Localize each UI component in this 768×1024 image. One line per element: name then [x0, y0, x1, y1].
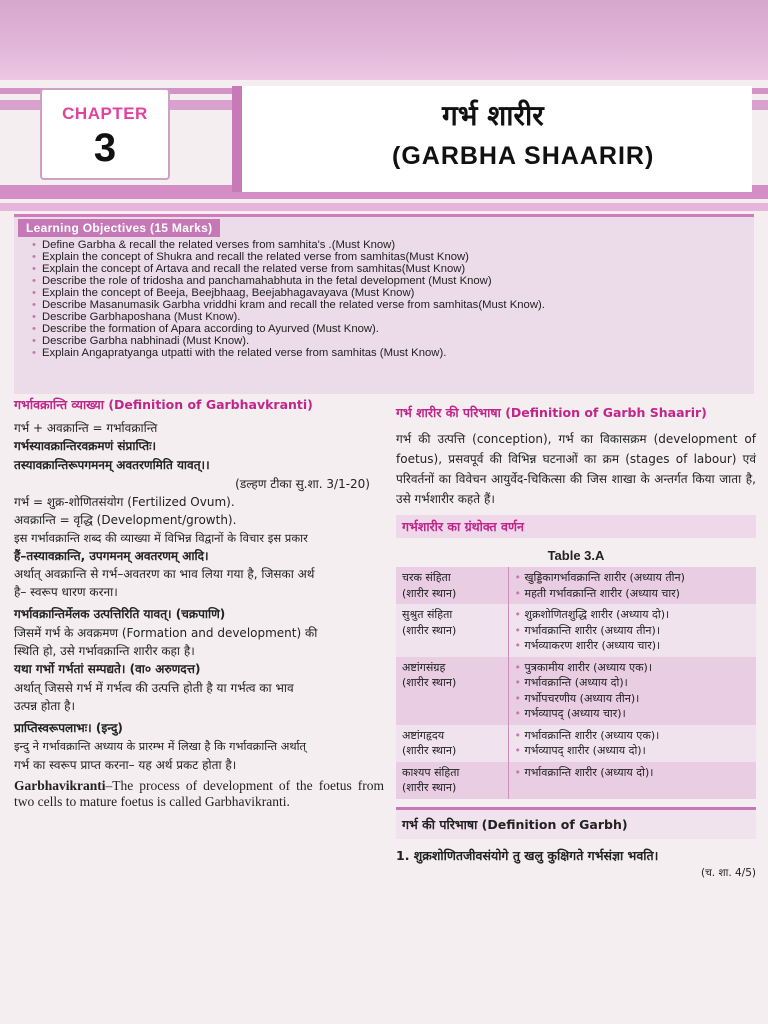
learning-objectives-box: [14, 214, 754, 394]
objective-item: • Describe the formation of Apara according to Ayurved (Must Know).: [32, 323, 545, 335]
section-heading-garbh-shaarir: गर्भ शारीर की परिभाषा (Definition of Garbh Shaarir): [396, 405, 707, 420]
book-name: चरक संहिता: [402, 571, 451, 584]
objective-item: • Explain the concept of Artava and recall the related verse from samhitas(Must Know): [32, 263, 545, 275]
sanskrit-verse: गर्भावक्रान्तिर्मेलक उत्पत्तिरिति यावत्। (चक्रपाणि): [14, 607, 226, 621]
table-title: Table 3.A: [547, 548, 605, 563]
english-paragraph: [14, 778, 384, 810]
term-garbhavikranti: Garbhavikranti: [14, 778, 106, 793]
book-name: काश्यप संहिता: [402, 765, 460, 779]
chapter-item: • गर्भावक्रान्ति (अध्याय दो)।: [515, 675, 751, 691]
table-row: [396, 567, 756, 604]
text-line: इस गर्भावक्रान्ति शब्द की व्याख्या में विभिन्न विद्वानों के विचार इस प्रकार: [14, 531, 308, 545]
text-line: अर्थात् जिससे गर्भ में गर्भत्व की उत्पत्ति होती है या गर्भत्व का भाव: [14, 681, 294, 695]
objective-item: • Describe Garbhaposhana (Must Know).: [32, 311, 545, 323]
sthana: (शारीर स्थान): [402, 623, 457, 637]
text-line: गर्भ = शुक्र-शोणितसंयोग (Fertilized Ovum).: [14, 495, 235, 509]
top-decor-band: [0, 0, 768, 80]
book-name: अष्टांगहृदय: [402, 728, 445, 742]
right-column: [396, 404, 756, 880]
text-line: अवक्रान्ति = वृद्धि (Development/growth).: [14, 513, 237, 527]
chapter-item: • शुक्रशोणितशुद्धि शारीर (अध्याय दो)।: [515, 607, 751, 623]
chapter-item: • गर्भावक्रान्ति शारीर (अध्याय तीन)।: [515, 623, 751, 639]
chapter-item: • गर्भावक्रान्ति शारीर (अध्याय दो)।: [515, 765, 751, 781]
chapters-cell: [508, 657, 756, 725]
text-line: उत्पन्न होता है।: [14, 699, 76, 713]
text-line: हैं–तस्यावक्रान्ति, उपगमनम् अवतरणम् आदि।: [14, 549, 209, 563]
chapter-label: CHAPTER: [62, 104, 148, 123]
verse-reference: (डल्हण टीका सु.शा. 3/1-20): [235, 477, 370, 491]
definition-text: –The process of development of the foetus from two cells to mature foetus is called Garbhavikranti.: [14, 778, 384, 809]
chapter-item: • गर्भावक्रान्ति शारीर (अध्याय एक)।: [515, 728, 751, 744]
sanskrit-verse: तस्यावक्रान्तिरूपगमनम् अवतरणमिति यावत्।।: [14, 458, 210, 472]
book-cell: [396, 725, 508, 762]
objective-item: • Explain Angapratyanga utpatti with the related verse from samhitas (Must Know).: [32, 347, 545, 359]
text-line: अर्थात् अवक्रान्ति से गर्भ–अवतरण का भाव लिया गया है, जिसका अर्थ: [14, 567, 315, 581]
definition-verse: 1. शुक्रशोणितजीवसंयोगे तु खलु कुक्षिगते गर्भसंज्ञा भवति।: [396, 847, 659, 863]
chapter-title-english: (GARBHA SHAARIR): [392, 142, 655, 170]
table-row: [396, 762, 756, 799]
chapter-item: • पुत्रकामीय शारीर (अध्याय एक)।: [515, 660, 751, 676]
text-line: गर्भ + अवक्रान्ति = गर्भावक्रान्ति: [14, 421, 158, 435]
section-heading-garbh-definition: गर्भ की परिभाषा (Definition of Garbh): [396, 807, 756, 839]
objective-item: • Explain the concept of Beeja, Beejbhaag, Beejabhagavayava (Must Know): [32, 287, 545, 299]
decor-stripe: [0, 203, 768, 211]
sanskrit-verse: गर्भस्यावक्रान्तिरवक्रमणं संप्राप्तिः।: [14, 439, 157, 453]
chapter-title-hindi: गर्भ शारीर: [442, 99, 544, 132]
objective-item: • Define Garbha & recall the related verses from samhita's .(Must Know): [32, 239, 545, 251]
text-line: इन्दु ने गर्भावक्रान्ति अध्याय के प्रारम्भ में लिखा है कि गर्भावक्रान्ति अर्थात्: [14, 740, 306, 753]
sthana: (शारीर स्थान): [402, 586, 457, 600]
verse-reference: (च. शा. 4/5): [701, 866, 756, 879]
chapters-cell: [508, 725, 756, 762]
book-cell: [396, 657, 508, 725]
chapter-item: • गर्भोपचरणीय (अध्याय तीन)।: [515, 691, 751, 707]
text-line: है– स्वरूप धारण करना।: [14, 585, 118, 599]
sthana: (शारीर स्थान): [402, 744, 457, 757]
chapter-item: • गर्भव्याकरण शारीर (अध्याय चार)।: [515, 638, 751, 654]
book-cell: [396, 604, 508, 657]
sthana: (शारीर स्थान): [402, 781, 457, 794]
chapter-item: • खुड्डिकागर्भावक्रान्ति शारीर (अध्याय तीन): [515, 570, 751, 586]
chapter-box: [40, 88, 170, 180]
text-line: स्थिति हो, उसे गर्भावक्रान्ति शारीर कहा है।: [14, 644, 195, 658]
text-line: गर्भ का स्वरूप प्राप्त करना– यह अर्थ प्रकट होता है।: [14, 758, 237, 772]
left-column: [14, 396, 384, 810]
table-row: [396, 604, 756, 657]
chapters-cell: [508, 604, 756, 657]
title-box: [232, 86, 752, 192]
chapters-cell: [508, 567, 756, 604]
text-line: जिसमें गर्भ के अवक्रमण (Formation and development) की: [14, 626, 318, 640]
chapter-item: • गर्भव्यापद् (अध्याय चार)।: [515, 706, 751, 722]
objective-item: • Describe Masanumasik Garbha vriddhi kram and recall the related verse from samhitas(Must Know).: [32, 299, 545, 311]
objective-item: • Describe Garbha nabhinadi (Must Know).: [32, 335, 545, 347]
objective-item: • Describe the role of tridosha and panchamahabhuta in the fetal development (Must Know): [32, 275, 545, 287]
learning-objectives-heading: Learning Objectives (15 Marks): [18, 219, 220, 237]
chapter-item: • गर्भव्यापद् शारीर (अध्याय दो)।: [515, 743, 751, 759]
chapter-number: 3: [93, 126, 117, 170]
book-cell: [396, 567, 508, 604]
objective-item: • Explain the concept of Shukra and recall the related verse from samhitas(Must Know): [32, 251, 545, 263]
learning-objectives-list: [32, 239, 545, 359]
book-cell: [396, 762, 508, 799]
chapter-item: • महती गर्भावक्रान्ति शारीर (अध्याय चार): [515, 586, 751, 602]
book-name: अष्टांगसंग्रह: [402, 660, 446, 674]
paragraph: गर्भ की उत्पत्ति (conception), गर्भ का विकासक्रम (development of foetus), प्रसवपूर्व की विभिन्न घटनाओं का क्रम (stages of labour) एवं परिवर्तनों का विवेचन आयुर्वेद-चिकित्सा की जिस शाखा के अन्तर्गत किया जाता है, उसे गर्भशारीर कहते हैं।: [396, 432, 756, 506]
sanskrit-verse: प्राप्तिस्वरूपलाभः। (इन्दु): [14, 721, 123, 735]
section-heading-garbhavkranti: गर्भावक्रान्ति व्याख्या (Definition of Garbhavkranti): [14, 397, 313, 412]
book-name: सुश्रुत संहिता: [402, 608, 453, 621]
section-heading-granthokt: गर्भशारीर का ग्रंथोक्त वर्णन: [396, 515, 756, 538]
table-3a: [396, 567, 756, 799]
chapters-cell: [508, 762, 756, 799]
table-row: [396, 657, 756, 725]
table-row: [396, 725, 756, 762]
sanskrit-verse: यथा गर्भो गर्भतां सम्पद्यते। (वा० अरुणदत्त): [14, 662, 201, 676]
sthana: (शारीर स्थान): [402, 676, 457, 689]
